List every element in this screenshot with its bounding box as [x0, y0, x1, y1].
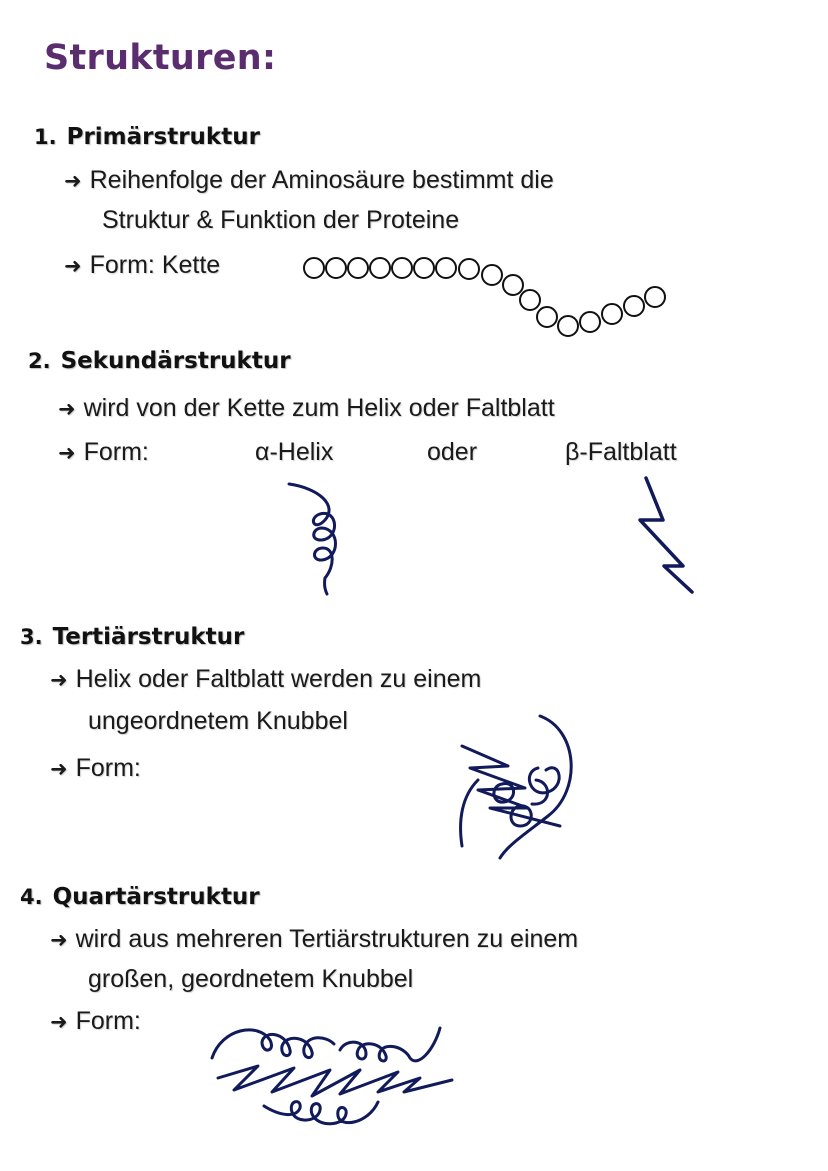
beta-sheet-icon — [640, 478, 692, 592]
section-title: Sekundärstruktur — [60, 348, 291, 374]
bullet-line: ➜ Form: — [58, 438, 149, 466]
ordered-tangle-icon — [212, 1028, 452, 1124]
form-label-beta-faltblatt: β-Faltblatt — [565, 438, 677, 466]
arrow-right-icon: ➜ — [58, 442, 76, 465]
section-title: Tertiärstruktur — [52, 624, 245, 650]
section-title: Quartärstruktur — [52, 884, 260, 910]
form-label-oder: oder — [427, 438, 478, 466]
bullet-line: ➜ Form: — [50, 1007, 141, 1035]
arrow-right-icon: ➜ — [50, 929, 68, 952]
section-number: 2. — [28, 349, 51, 373]
arrow-right-icon: ➜ — [50, 669, 68, 692]
continuation-line: Struktur & Funktion der Proteine — [102, 206, 460, 234]
bead-chain-icon — [304, 258, 665, 336]
section-number: 1. — [34, 125, 57, 149]
arrow-right-icon: ➜ — [50, 758, 68, 781]
bullet-line: ➜ Reihenfolge der Aminosäure bestimmt die — [64, 166, 554, 194]
bullet-line: ➜ Helix oder Faltblatt werden zu einem — [50, 665, 482, 693]
arrow-right-icon: ➜ — [50, 1011, 68, 1034]
tangle-icon — [461, 716, 572, 858]
section-number: 3. — [20, 625, 43, 649]
bullet-line: ➜ Form: Kette — [64, 251, 221, 279]
section-number: 4. — [20, 885, 43, 909]
page-title: Strukturen: — [44, 38, 277, 78]
continuation-line: ungeordnetem Knubbel — [88, 707, 348, 735]
alpha-helix-icon — [289, 484, 336, 594]
arrow-right-icon: ➜ — [64, 255, 82, 278]
arrow-right-icon: ➜ — [64, 170, 82, 193]
bullet-line: ➜ wird aus mehreren Tertiärstrukturen zu einem — [50, 925, 579, 953]
arrow-right-icon: ➜ — [58, 398, 76, 421]
bullet-line: ➜ Form: — [50, 754, 141, 782]
form-label-alpha-helix: α-Helix — [255, 438, 334, 466]
section-title: Primärstruktur — [66, 124, 260, 150]
bullet-line: ➜ wird von der Kette zum Helix oder Faltblatt — [58, 394, 555, 422]
continuation-line: großen, geordnetem Knubbel — [88, 965, 414, 993]
